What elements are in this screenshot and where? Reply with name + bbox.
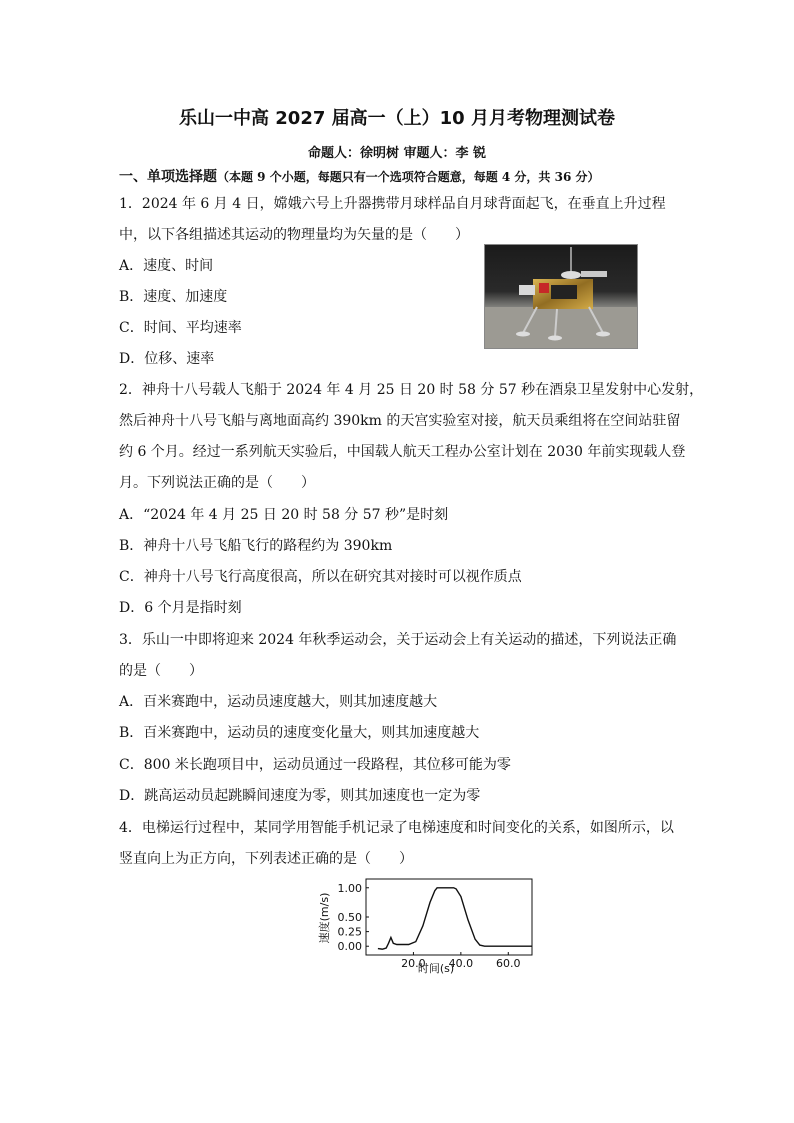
x-tick-label: 20.0: [401, 957, 426, 970]
y-tick-label: 0.00: [337, 940, 362, 954]
q4-stem-line: 竖直向上为正方向，下列表述正确的是（ ）: [119, 851, 413, 867]
exam-title: 乐山一中高 2027 届高一（上）10 月月考物理测试卷: [179, 108, 615, 129]
y-tick-label: 1.00: [337, 881, 362, 895]
q1-option-c: C．时间、平均速率: [119, 320, 242, 336]
velocity-time-chart: [316, 872, 540, 978]
q1-option-a: A．速度、时间: [119, 258, 214, 274]
section-heading: [119, 166, 599, 186]
q2-stem-line: 约 6 个月。经过一系列航天实验后，中国载人航天工程办公室计划在 2030 年前实现载人登: [119, 444, 686, 460]
q2-stem-line: 然后神舟十八号飞船与离地面高约 390km 的天宫实验室对接，航天员乘组将在空间站驻留: [119, 413, 681, 429]
q3-stem-line: 3．乐山一中即将迎来 2024 年秋季运动会，关于运动会上有关运动的描述，下列说法正确: [119, 632, 677, 648]
x-tick-label: 60.0: [496, 957, 521, 970]
x-axis-label: 时间(s): [417, 962, 455, 975]
velocity-series-line: [378, 888, 532, 949]
q2-option-d: D．6 个月是指时刻: [119, 600, 242, 616]
q1-stem-line: 1．2024 年 6 月 4 日，嫦娥六号上升器携带月球样品自月球背面起飞，在垂直上升过程: [119, 196, 666, 212]
section-title: 一、单项选择题: [119, 169, 217, 185]
q3-option-c: C．800 米长跑项目中，运动员通过一段路程，其位移可能为零: [119, 757, 511, 773]
x-tick-label: 40.0: [448, 957, 474, 970]
y-tick-label: 0.25: [337, 925, 362, 939]
exam-authors: 命题人：徐明树 审题人：李 锐: [307, 146, 487, 161]
plot-frame: [366, 879, 532, 955]
section-note: （本题 9 个小题，每题只有一个选项符合题意，每题 4 分，共 36 分）: [217, 170, 600, 184]
q4-stem-line: 4．电梯运行过程中，某同学用智能手机记录了电梯速度和时间变化的关系，如图所示，以: [119, 820, 674, 836]
q2-stem-line: 月。下列说法正确的是（ ）: [119, 475, 315, 491]
lander-illustration: [485, 245, 637, 348]
q1-stem-line: 中，以下各组描述其运动的物理量均为矢量的是（ ）: [119, 227, 469, 243]
q3-stem-line: 的是（ ）: [119, 663, 203, 679]
y-tick-label: 0.50: [337, 911, 362, 924]
q1-option-b: B．速度、加速度: [119, 289, 228, 305]
lunar-lander-photo: [484, 244, 638, 349]
q1-option-d: D．位移、速率: [119, 351, 215, 367]
q3-option-a: A．百米赛跑中，运动员速度越大，则其加速度越大: [119, 694, 438, 710]
q2-option-b: B．神舟十八号飞船飞行的路程约为 390km: [119, 538, 393, 554]
q2-stem-line: 2．神舟十八号载人飞船于 2024 年 4 月 25 日 20 时 58 分 57 秒在酒泉卫星发射中心发射，: [119, 382, 704, 398]
q3-option-b: B．百米赛跑中，运动员的速度变化量大，则其加速度越大: [119, 725, 480, 741]
y-axis-label: 速度(m/s): [318, 892, 331, 944]
q3-option-d: D．跳高运动员起跳瞬间速度为零，则其加速度也一定为零: [119, 788, 481, 804]
q2-option-a: A．“2024 年 4 月 25 日 20 时 58 分 57 秒”是时刻: [119, 507, 449, 523]
q2-option-c: C．神舟十八号飞行高度很高，所以在研究其对接时可以视作质点: [119, 569, 522, 585]
